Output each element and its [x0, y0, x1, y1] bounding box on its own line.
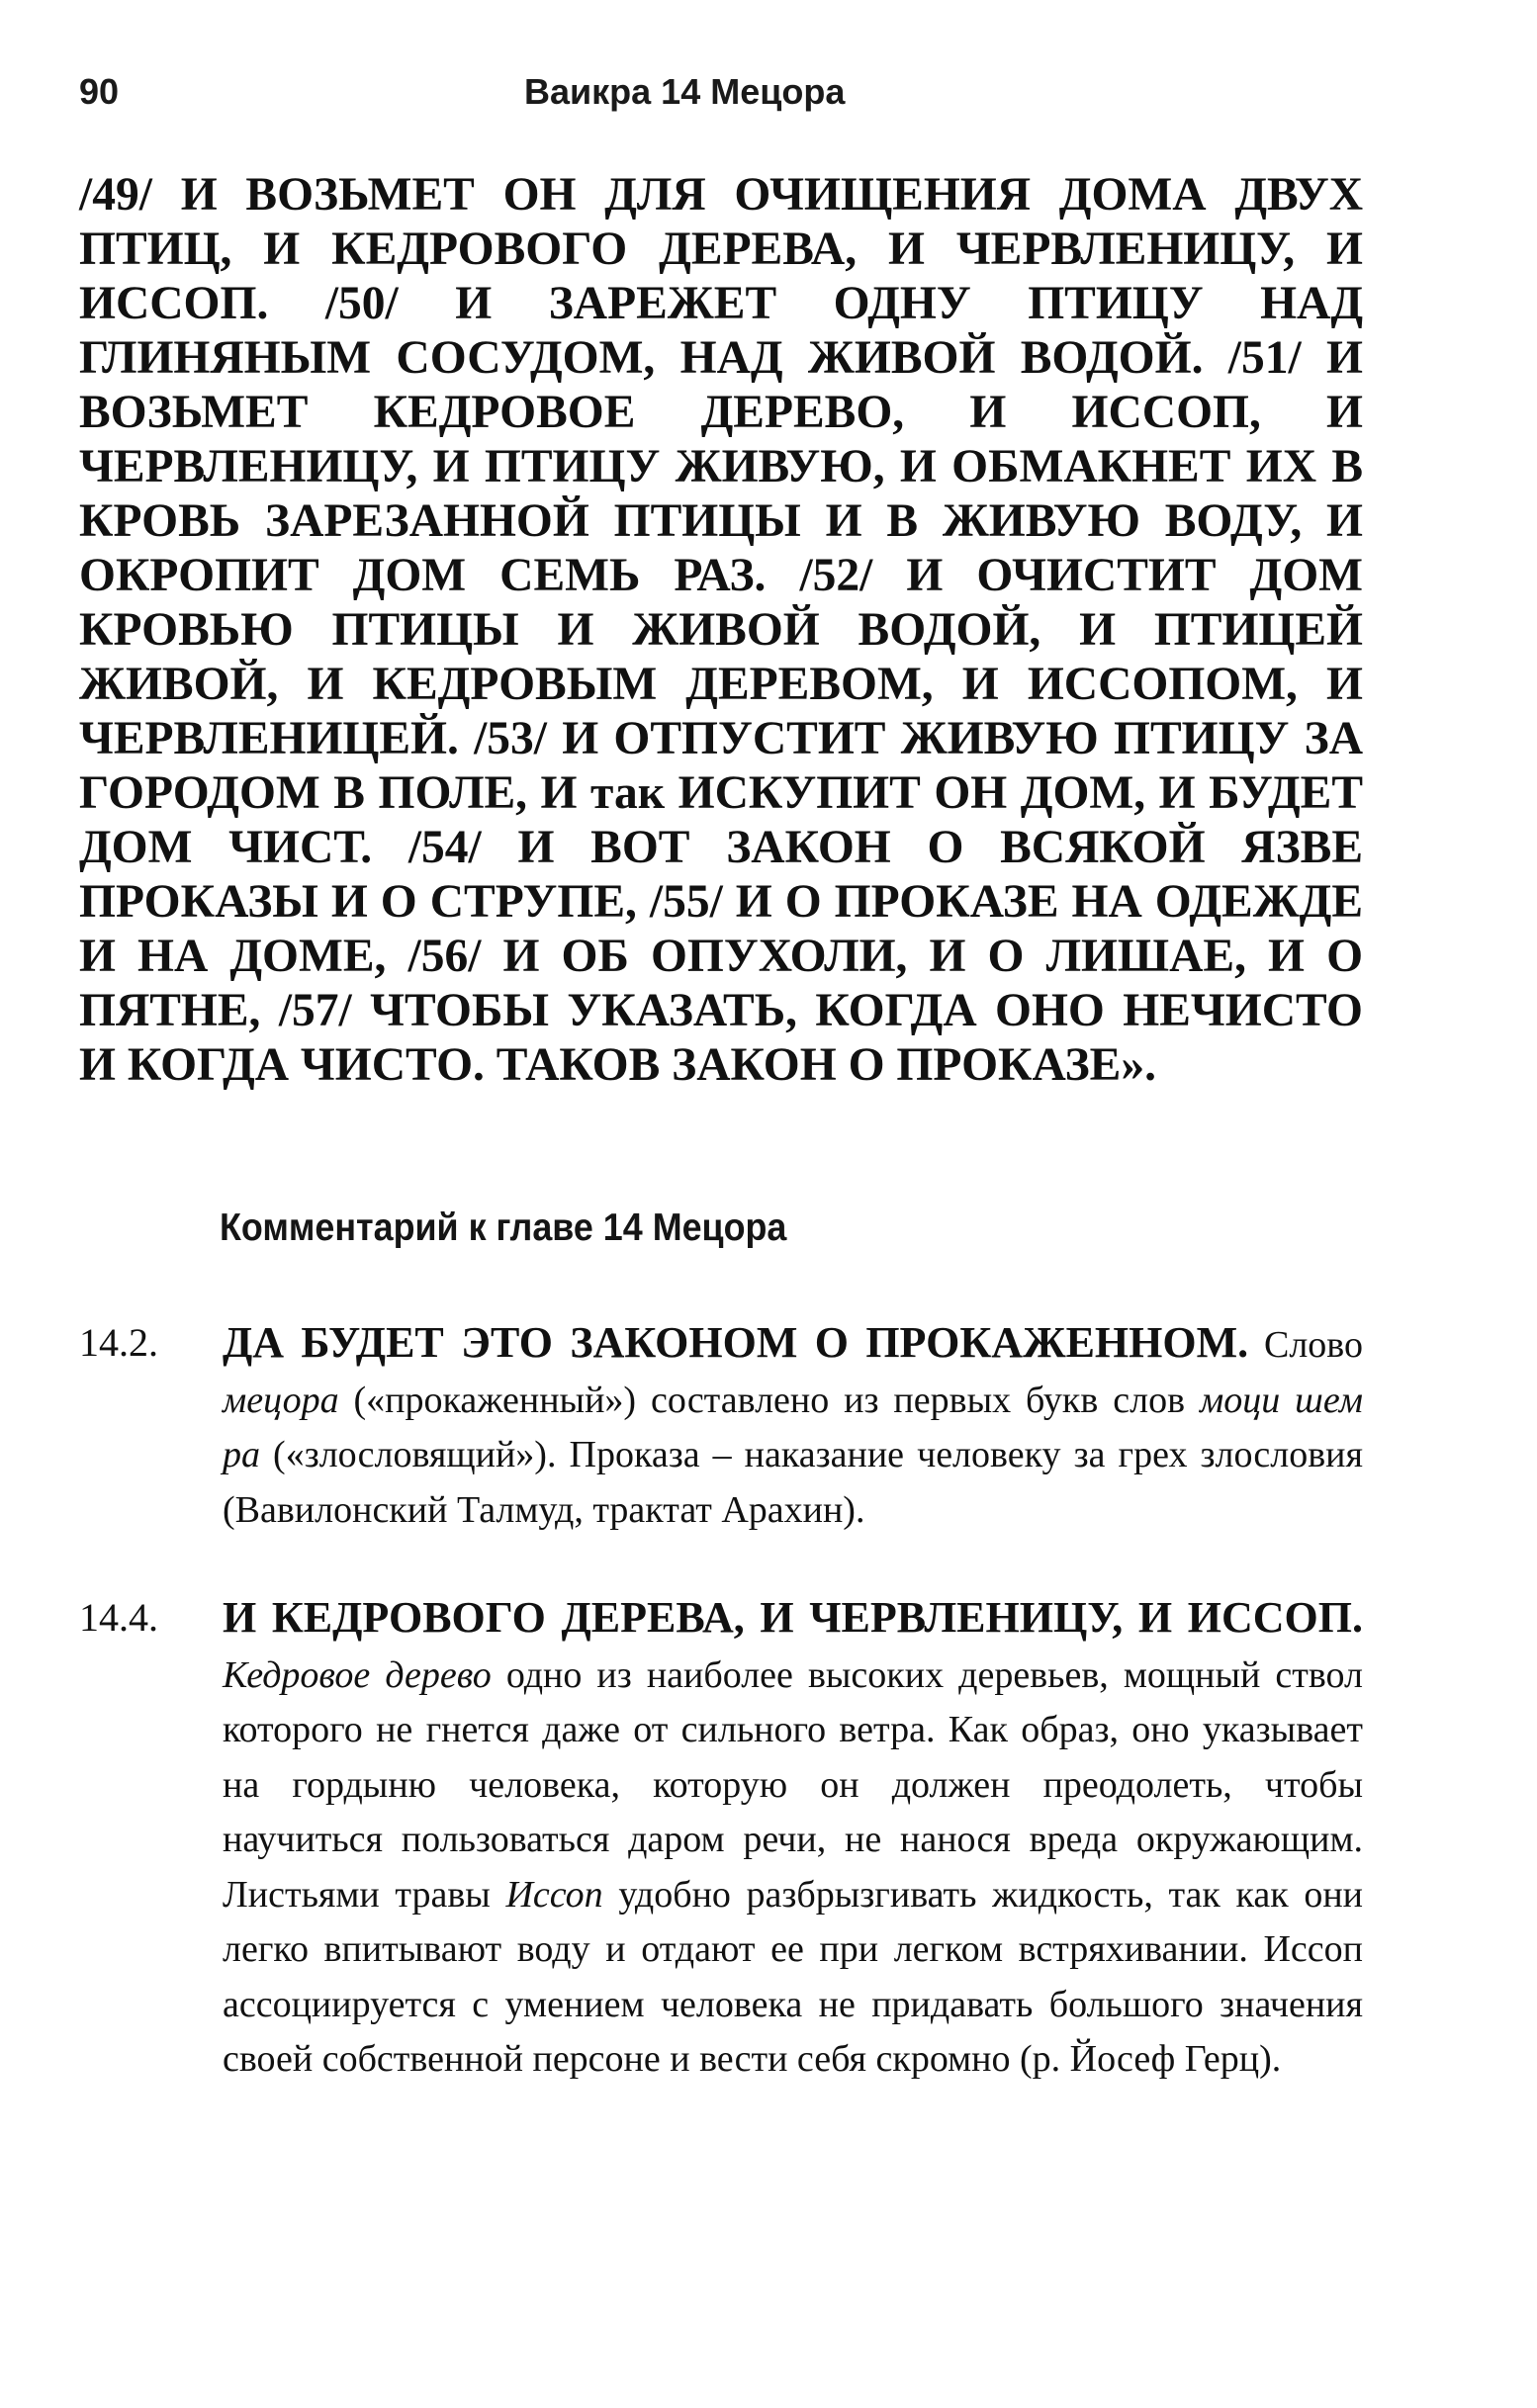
- note-lemma: И КЕДРОВОГО ДЕРЕВА, И ЧЕРВЛЕНИЦУ, И ИССОП.: [223, 1593, 1363, 1642]
- scripture-text: [79, 168, 1363, 1093]
- verse-number: /57/: [278, 985, 352, 1036]
- verse-number: /54/: [407, 822, 482, 873]
- note-text: удобно разбрызгивать жидкость, так как они легко впитывают воду и отдают ее при легком встряхивании. Иссоп ассоциируется с умением человека не придавать большого значения своей собственной персоне и вести себя скромно (р. Йосеф Герц).: [223, 1873, 1363, 2080]
- verse-number: /56/: [407, 931, 482, 982]
- verse-text: И ОЧИСТИТ ДОМ КРОВЬЮ ПТИЦЫ И ЖИВОЙ ВОДОЙ, И ПТИЦЕЙ ЖИВОЙ, И КЕДРОВЫМ ДЕРЕВОМ, И ИССОПОМ, И ЧЕРВЛЕНИЦЕЙ.: [79, 550, 1364, 764]
- note-text: одно из наиболее высоких деревьев, мощный ствол которого не гнется даже от сильного ветра. Как образ, оно указывает на гордыню человека, которую он должен преодолеть, чтобы научиться пользоваться даром речи, не нанося вреда окружающим. Листьями травы: [223, 1653, 1363, 1916]
- note-number: 14.4.: [79, 1595, 158, 1640]
- verse-text: И О ПРОКАЗЕ НА ОДЕЖДЕ И НА ДОМЕ,: [79, 876, 1364, 982]
- note-lemma: ДА БУДЕТ ЭТО ЗАКОНОМ О ПРОКАЖЕННОМ.: [223, 1318, 1249, 1367]
- note-italic: мецора: [223, 1379, 339, 1421]
- running-title: Ваикра 14 Мецора: [524, 71, 846, 112]
- verse-number: /49/: [79, 169, 152, 221]
- verse-text: И ВОТ ЗАКОН О ВСЯКОЙ ЯЗВЕ ПРОКАЗЫ И О СТРУПЕ,: [79, 822, 1364, 928]
- note-body: [223, 1315, 1363, 1538]
- page-header: [79, 71, 1365, 121]
- note-italic: Иссоп: [505, 1873, 603, 1916]
- verse-text: ЧТОБЫ УКАЗАТЬ, КОГДА ОНО НЕЧИСТО И КОГДА ЧИСТО. ТАКОВ ЗАКОН О ПРОКАЗЕ».: [79, 985, 1363, 1091]
- verse-text: И ОТПУСТИТ ЖИВУЮ ПТИЦУ ЗА ГОРОДОМ В ПОЛЕ, И так ИСКУПИТ ОН ДОМ, И БУДЕТ ДОМ ЧИСТ.: [79, 713, 1363, 873]
- note-italic: моци шем ра: [223, 1379, 1363, 1475]
- verse-text: И ЗАРЕЖЕТ ОДНУ ПТИЦУ НАД ГЛИНЯНЫМ СОСУДОМ, НАД ЖИВОЙ ВОДОЙ.: [79, 278, 1364, 384]
- note-text: («злословящий»). Проказа – наказание человеку за грех злословия (Вавилонский Талмуд, трактат Арахин).: [223, 1434, 1363, 1531]
- page-number: 90: [79, 71, 120, 112]
- note-text: («прокаженный») составлено из первых букв слов: [338, 1379, 1200, 1421]
- verse-text: И ВОЗЬМЕТ ОН ДЛЯ ОЧИЩЕНИЯ ДОМА ДВУХ ПТИЦ, И КЕДРОВОГО ДЕРЕВА, И ЧЕРВЛЕНИЦУ, И ИССОП.: [79, 169, 1363, 329]
- verse-number: /53/: [474, 713, 547, 764]
- verse-text: И ВОЗЬМЕТ КЕДРОВОЕ ДЕРЕВО, И ИССОП, И ЧЕРВЛЕНИЦУ, И ПТИЦУ ЖИВУЮ, И ОБМАКНЕТ ИХ В КРОВЬ ЗАРЕЗАННОЙ ПТИЦЫ И В ЖИВУЮ ВОДУ, И ОКРОПИТ ДОМ СЕМЬ РАЗ.: [79, 332, 1363, 601]
- note-body: [223, 1590, 1363, 2088]
- note-text: Слово: [1248, 1324, 1363, 1366]
- verse-number: /50/: [324, 278, 399, 329]
- verse-number: /51/: [1227, 332, 1302, 384]
- note-italic: Кедровое дерево: [223, 1653, 492, 1696]
- verse-number: /52/: [799, 550, 873, 601]
- verse-number: /55/: [649, 876, 723, 928]
- verse-text: И ОБ ОПУХОЛИ, И О ЛИШАЕ, И О ПЯТНЕ,: [79, 931, 1364, 1036]
- commentary-heading: Комментарий к главе 14 Мецора: [220, 1206, 787, 1249]
- note-number: 14.2.: [79, 1320, 158, 1365]
